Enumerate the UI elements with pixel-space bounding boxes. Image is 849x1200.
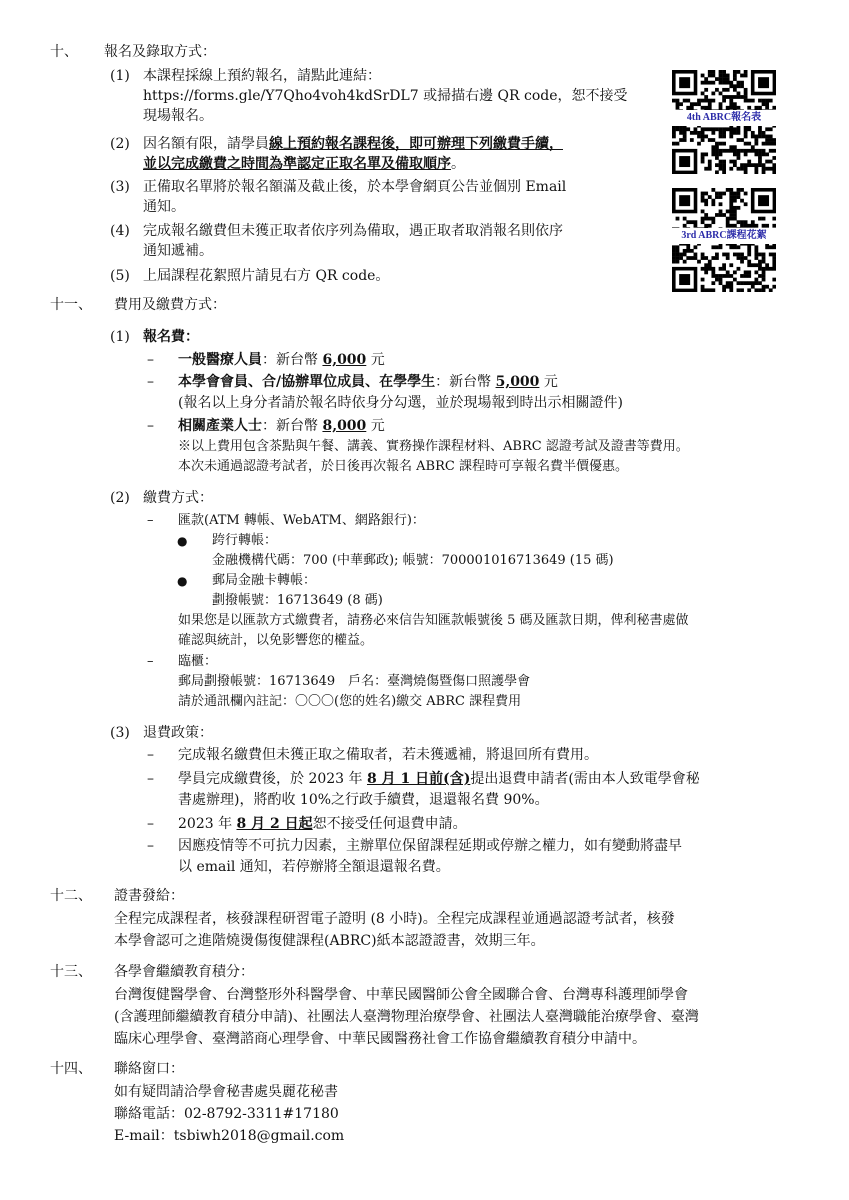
refund-rule: 因應疫情等不可抗力因素，主辦單位保留課程延期或停辦之權力，如有變動將盡早 [178, 838, 682, 854]
payment-notice: 確認與統計，以免影響您的權益。 [178, 633, 374, 648]
paragraph-line: 台灣復健醫學會、台灣整形外科醫學會、中華民國醫師公會全國聯合會、台灣專科護理師學會 [114, 987, 688, 1003]
section-12-title: 證書發給： [114, 888, 184, 904]
contact-line: 如有疑問請洽學會秘書處吳麗花秘書 [114, 1084, 338, 1100]
refund-rule: 以 email 通知，若停辦將全額退還報名費。 [178, 859, 450, 875]
qr-label: 3rd ABRC課程花絮 [672, 228, 776, 244]
payment-subtitle: 跨行轉帳： [212, 533, 278, 548]
fee-line: 本學會會員、合/協辦單位成員、在學學生：新台幣 5,000 元 [178, 374, 558, 390]
payment-method: 匯款(ATM 轉帳、WebATM、網路銀行)： [178, 513, 425, 528]
contact-email[interactable]: E-mail：tsbiwh2018@gmail.com [114, 1128, 345, 1144]
paragraph-line: 全程完成課程者，核發課程研習電子證明 (8 小時)。全程完成課程並通過認證考試者，核發 [114, 911, 675, 927]
payment-detail: 郵局劃撥帳號：16713649 戶名：臺灣燒傷暨傷口照護學會 [178, 674, 531, 689]
registration-link-text[interactable]: https://forms.gle/Y7Qho4voh4kdSrDL7 或掃描右邊 QR code，恕不接受 [143, 88, 628, 104]
item-text: 現場報名。 [143, 108, 213, 124]
section-11-title: 費用及繳費方式： [114, 297, 226, 313]
item-text: 完成報名繳費但未獲正取者依序列為備取，遇正取者取消報名則依序 [143, 223, 563, 239]
item-text: 正備取名單將於報名額滿及截止後，於本學會網頁公告並個別 Email [143, 179, 567, 195]
bullet-marker: ● [177, 534, 188, 548]
item-text: 通知。 [143, 199, 185, 215]
dash-marker: – [147, 747, 154, 763]
section-12-number: 十二、 [50, 888, 92, 904]
item-text: 本課程採線上預約報名，請點此連結： [143, 68, 381, 84]
section-13-title: 各學會繼續教育積分： [114, 964, 254, 980]
emphasis-text: 線上預約報名課程後，即可辦理下列繳費手續， [269, 136, 563, 152]
refund-rule: 完成報名繳費但未獲正取之備取者，若未獲遞補，將退回所有費用。 [178, 747, 598, 763]
fee-amount: 5,000 [495, 374, 540, 390]
payment-method: 臨櫃： [178, 654, 218, 669]
paragraph-line: (含護理師繼續教育積分申請)、社團法人臺灣物理治療學會、社團法人臺灣職能治療學會、臺灣 [114, 1009, 699, 1025]
refund-rule: 學員完成繳費後，於 2023 年 8 月 1 日前(含)提出退費申請者(需由本人致電學會秘 [178, 771, 700, 787]
payment-notice: 如果您是以匯款方式繳費者，請務必來信告知匯款帳號後 5 碼及匯款日期，俾利秘書處做 [178, 613, 689, 628]
item-number: (2) [110, 490, 130, 506]
dash-marker: – [147, 352, 154, 368]
fee-note: ※以上費用包含茶點與午餐、講義、實務操作課程材料、ABRC 認證考試及證書等費用。 [178, 439, 689, 454]
item-text: 通知遞補。 [143, 243, 213, 259]
section-13-number: 十三、 [50, 964, 92, 980]
item-text: 上屆課程花絮照片請見右方 QR code。 [143, 268, 390, 284]
section-10-title: 報名及錄取方式： [104, 44, 216, 60]
qr-label: 4th ABRC報名表 [672, 110, 776, 126]
paragraph-line: 本學會認可之進階燒燙傷復健課程(ABRC)紙本認證證書，效期三年。 [114, 933, 545, 949]
item-number: (2) [110, 136, 130, 152]
paragraph-line: 臨床心理學會、臺灣諮商心理學會、中華民國醫務社會工作協會繼續教育積分申請中。 [114, 1031, 646, 1047]
subsection-title: 繳費方式： [143, 490, 213, 506]
item-text: 因名額有限，請學員線上預約報名課程後，即可辦理下列繳費手續， [143, 136, 563, 152]
dash-marker: – [147, 418, 154, 434]
fee-line: 一般醫療人員：新台幣 6,000 元 [178, 352, 385, 368]
fee-note: (報名以上身分者請於報名時依身分勾選，並於現場報到時出示相關證件) [178, 395, 623, 411]
qr-code-registration[interactable] [672, 70, 776, 174]
fee-note: 本次未通過認證考試者，於日後再次報名 ABRC 課程時可享報名費半價優惠。 [178, 459, 628, 474]
contact-phone: 聯絡電話：02-8792-3311#17180 [114, 1106, 339, 1122]
qr-code-photos[interactable] [672, 188, 776, 292]
item-number: (5) [110, 268, 130, 284]
deadline-text: 8 月 1 日前(含) [366, 771, 471, 787]
dash-marker: – [147, 513, 154, 528]
item-number: (3) [110, 179, 130, 195]
section-14-number: 十四、 [50, 1061, 92, 1077]
dash-marker: – [147, 838, 154, 854]
fee-amount: 8,000 [322, 418, 367, 434]
subsection-title: 退費政策： [143, 725, 213, 741]
dash-marker: – [147, 654, 154, 669]
emphasis-text: 並以完成繳費之時間為準認定正取名單及備取順序 [143, 156, 451, 172]
item-number: (1) [110, 68, 130, 84]
item-number: (3) [110, 725, 130, 741]
section-10-number: 十、 [50, 44, 78, 60]
bullet-marker: ● [177, 574, 188, 588]
payment-detail: 金融機構代碼：700 (中華郵政); 帳號：700001016713649 (15 碼) [212, 553, 614, 568]
fee-line: 相關產業人士：新台幣 8,000 元 [178, 418, 385, 434]
deadline-text: 8 月 2 日起 [236, 816, 313, 832]
refund-rule: 2023 年 8 月 2 日起恕不接受任何退費申請。 [178, 816, 467, 832]
section-14-title: 聯絡窗口： [114, 1061, 184, 1077]
refund-rule: 書處辦理)，將酌收 10%之行政手續費，退還報名費 90%。 [178, 792, 549, 808]
payment-detail: 劃撥帳號：16713649 (8 碼) [212, 593, 383, 608]
payment-subtitle: 郵局金融卡轉帳： [212, 573, 317, 588]
item-text: 並以完成繳費之時間為準認定正取名單及備取順序。 [143, 156, 465, 172]
fee-amount: 6,000 [322, 352, 367, 368]
item-number: (4) [110, 223, 130, 239]
dash-marker: – [147, 771, 154, 787]
section-11-number: 十一、 [50, 297, 92, 313]
dash-marker: – [147, 374, 154, 390]
item-number: (1) [110, 329, 130, 345]
payment-detail: 請於通訊欄內註記：〇〇〇(您的姓名)繳交 ABRC 課程費用 [178, 694, 522, 709]
dash-marker: – [147, 816, 154, 832]
subsection-title: 報名費： [143, 329, 199, 345]
